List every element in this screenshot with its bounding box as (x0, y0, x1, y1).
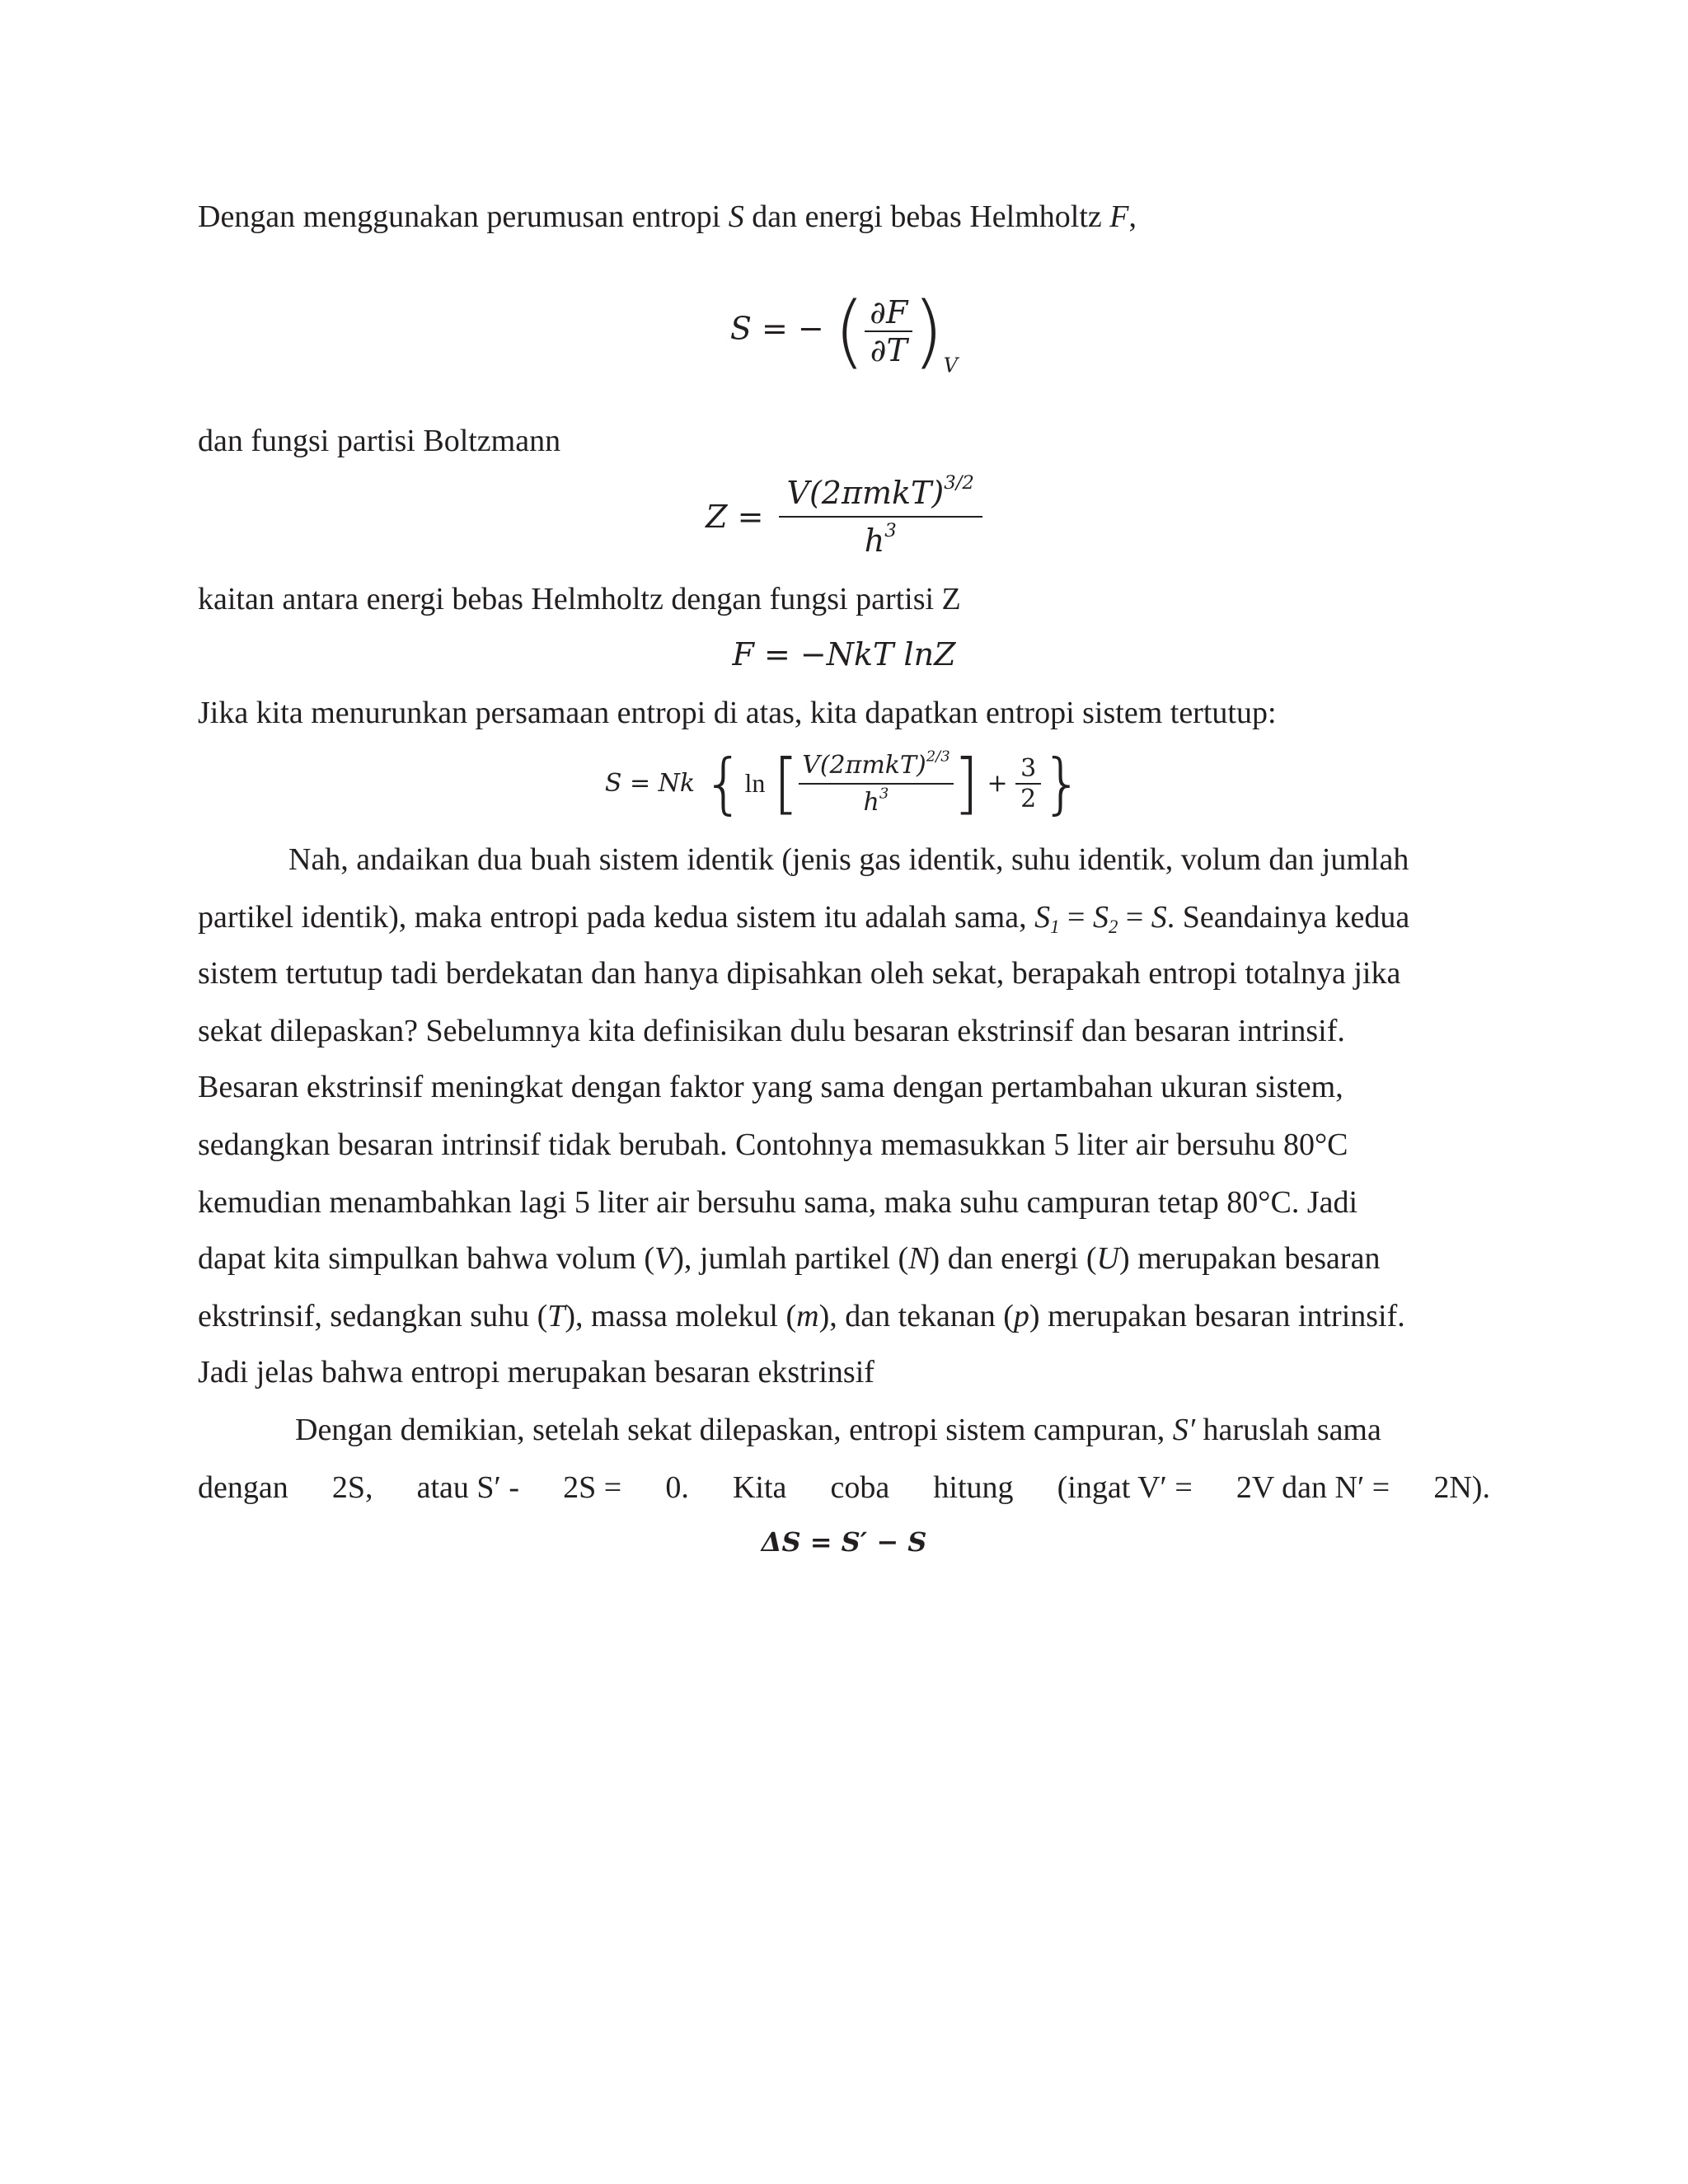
var-U: U (1096, 1241, 1119, 1276)
intro-text: Dengan menggunakan perumusan entropi (198, 199, 721, 234)
para1-line7: kemudian menambahkan lagi 5 liter air bersuhu sama, maka suhu campuran tetap 80°C. Jadi (198, 1185, 1358, 1220)
var-m: m (796, 1299, 819, 1333)
eq2-lhs: Z = (706, 499, 764, 535)
eq1-numerator: ∂F (865, 294, 912, 332)
eq4-half-denominator: 2 (1020, 784, 1037, 813)
para1-line1: Nah, andaikan dua buah sistem identik (jenis gas identik, suhu identik, volum dan jumlah (288, 842, 1409, 877)
var-N: N (908, 1241, 930, 1276)
relation-line: kaitan antara energi bebas Helmholtz dengan fungsi partisi Z (198, 582, 961, 616)
para1-line9: ekstrinsif, sedangkan suhu (T), massa molekul (m), dan tekanan (p) merupakan besaran intrinsif. (198, 1299, 1405, 1333)
eq4-open-bracket: [ (772, 745, 799, 822)
eq1-open-paren: ( (833, 285, 865, 377)
para1-line8: dapat kita simpulkan bahwa volum (V), jumlah partikel (N) dan energi (U) merupakan besaran (198, 1241, 1381, 1276)
para1-line3: sistem tertutup tadi berdekatan dan hanya dipisahkan oleh sekat, berapakah entropi totalnya jika (198, 956, 1401, 991)
eq2-denominator: $h^3$ (864, 519, 897, 559)
eq4-close-brace: } (1041, 745, 1084, 822)
derivation-line: Jika kita menurunkan persamaan entropi di atas, kita dapatkan entropi sistem tertutup: (198, 696, 1277, 730)
para1-line4: sekat dilepaskan? Sebelumnya kita definisikan dulu besaran ekstrinsif dan besaran intrinsif. (198, 1014, 1345, 1048)
intro-line (198, 201, 1490, 232)
var-F: F (1109, 199, 1129, 234)
para1-line2: partikel identik), maka entropi pada kedua sistem itu adalah sama, $S_1 = S_2 = S$. Seandainya kedua (198, 900, 1410, 937)
eq4-denominator: $h^3$ (863, 785, 889, 817)
eq4-plus: + (987, 769, 1008, 798)
para1-line6: sedangkan besaran intrinsif tidak berubah. Contohnya memasukkan 5 liter air bersuhu 80°C (198, 1127, 1348, 1162)
para2-line2: dengan 2S, atau S′ - 2S = 0. Kita coba hitung (ingat V′ = 2V dan N′ = 2N). (198, 1470, 1490, 1505)
eq4-lhs: S = Nk (604, 769, 696, 798)
var-T: T (547, 1299, 565, 1333)
intro-text-mid: dan energi bebas Helmholtz (743, 199, 1110, 234)
boltzmann-line: dan fungsi partisi Boltzmann (198, 424, 561, 458)
eq4-ln: ln (744, 768, 766, 798)
var-S-prime: S′ (1172, 1413, 1196, 1447)
helmholtz-equation: F = −NkT lnZ (732, 636, 956, 673)
eq1-subscript: V (943, 354, 959, 377)
var-S2: $S_2$ (1092, 900, 1118, 937)
var-S1: $S_1$ (1034, 900, 1060, 937)
para1-line5: Besaran ekstrinsif meningkat dengan faktor yang sama dengan pertambahan ukuran sistem, (198, 1070, 1343, 1104)
var-V: V (654, 1241, 674, 1276)
eq2-numerator: $V(2\pi mkT)^{3/2}$ (779, 475, 982, 518)
var-S-total: S (1151, 900, 1167, 935)
eq4-close-bracket: ] (953, 745, 979, 822)
eq4-open-brace: { (702, 745, 745, 822)
var-p: p (1013, 1299, 1029, 1333)
delta-entropy-equation: ΔS = S′ − S (761, 1526, 927, 1558)
closed-system-entropy-equation (0, 745, 1688, 822)
eq4-half-numerator: 3 (1015, 754, 1041, 785)
para2-line1: Dengan demikian, setelah sekat dilepaskan, entropi sistem campuran, S′ haruslah sama (295, 1413, 1381, 1447)
var-S: S (728, 199, 744, 234)
intro-text-end: , (1128, 199, 1137, 234)
eq1-lhs: S = − (729, 310, 824, 347)
para1-line10: Jadi jelas bahwa entropi merupakan besaran ekstrinsif (198, 1355, 874, 1390)
eq4-numerator: $V(2\pi mkT)^{2/3}$ (799, 751, 953, 785)
eq1-close-paren: ) (912, 285, 944, 377)
entropy-equation (0, 285, 1688, 377)
partition-function-equation (0, 471, 1688, 559)
eq1-denominator: ∂T (870, 332, 907, 368)
